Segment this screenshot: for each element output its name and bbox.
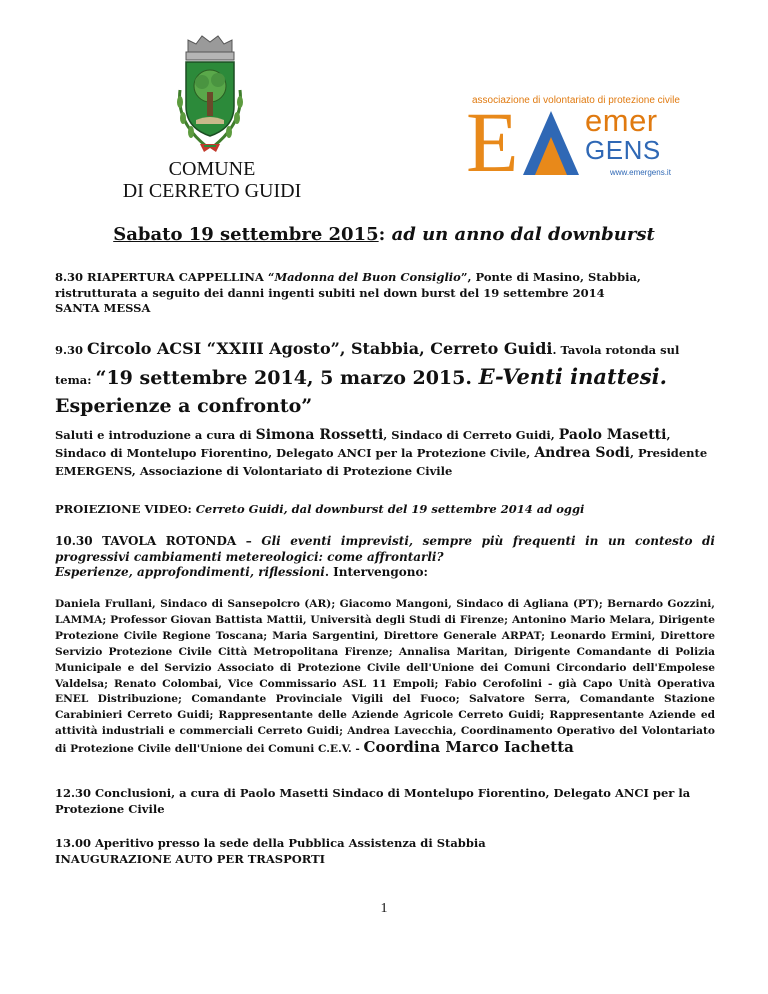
greetings-role-rossetti: , Sindaco di Cerreto Guidi, <box>383 428 559 442</box>
theme-experiences: Esperienze a confronto” <box>55 395 313 417</box>
page-title <box>0 224 768 245</box>
greetings-name-sodi: Andrea Sodi <box>534 445 630 461</box>
event-venue: Circolo ACSI “XXIII Agosto”, Stabbia, Cerreto Guidi <box>87 339 553 358</box>
video-title: Cerreto Guidi, dal downburst del 19 settembre 2014 ad oggi <box>195 502 585 516</box>
video-projection <box>55 502 715 518</box>
aperitivo-line2: INAUGURAZIONE AUTO PER TRASPORTI <box>55 851 326 866</box>
aperitivo-line1: 13.00 Aperitivo presso la sede della Pubblica Assistenza di Stabbia <box>55 836 486 850</box>
logo-word-gens: GENS <box>585 135 661 165</box>
event-chapel-mass: SANTA MESSA <box>55 301 151 315</box>
greetings-name-masetti: Paolo Masetti <box>558 427 667 443</box>
roundtable-heading <box>55 534 715 581</box>
comune-name <box>120 158 304 202</box>
crest-icon <box>166 30 254 158</box>
comune-line2: DI CERRETO GUIDI <box>122 180 302 202</box>
aperitivo <box>55 836 715 867</box>
roundtable-topic: Gli eventi imprevisti, sempre più frequenti in un contesto di progressivi cambiamenti metereologici: come affrontarli? <box>55 534 715 564</box>
event-chapel-name: Madonna del Buon Consiglio <box>274 270 461 284</box>
roundtable-speakers <box>55 597 715 758</box>
logo-url: www.emergens.it <box>610 168 671 177</box>
event-roundtable-intro <box>55 336 715 420</box>
title-subtitle: ad un anno dal downburst <box>391 224 655 245</box>
logo-triangle-icon <box>521 109 581 177</box>
greetings-role-sodi: , Presidente EMERGENS, Associazione di Volontariato di Protezione Civile <box>55 446 708 478</box>
comune-line1: COMUNE <box>168 158 256 180</box>
title-date: Sabato 19 settembre 2015 <box>113 224 379 245</box>
comune-crest <box>166 30 254 158</box>
logo-letter: E <box>466 94 519 190</box>
roundtable-subtopic: Esperienze, approfondimenti, riflessioni <box>55 565 325 579</box>
video-label: PROIEZIONE VIDEO: <box>55 502 196 516</box>
conclusions <box>55 786 715 817</box>
speakers-list: Daniela Frullani, Sindaco di Sansepolcro (AR); Giacomo Mangoni, Sindaco di Agliana (PT); Bernardo Gozzini, LAMMA; Professor Giovan Battista Mattii, Università degli Studi di Firenze; Antonino Mario Melara, Dirigente Protezione Civile Regione Toscana; Maria Sargentini, Direttore Generale ARPAT; Leonardo Ermini, Direttore Servizio Protezione Civile Città Metropolitana Firenze; Annalisa Maritan, Dirigente Comandante di Polizia Municipale e del Servizio Associato di Protezione Civile dell'Unione dei Comuni Circondario dell'Empolese Valdelsa; Renato Colombai, Vice Commissario ASL 11 Empoli; Fabio Cerofolini - già Capo Unità Operativa ENEL Distribuzione; Comandante Provinciale Vigili del Fuoco; Salvatore Serra, Comandante Stazione Carabinieri Cerreto Guidi; Rappresentante delle Aziende Agricole Cerreto Guidi; Rappresentante Aziende ed attività industriali e commerciali Cerreto Guidi; Andrea Lavecchia, Coordinamento Operativo del Volontariato di Protezione Civile dell'Unione dei Comuni C.E.V. - <box>55 598 715 756</box>
greetings-intro: Saluti e introduzione a cura di <box>55 428 256 442</box>
event-chapel-time: 8.30 RIAPERTURA CAPPELLINA “ <box>55 270 275 284</box>
title-colon: : <box>378 224 386 245</box>
roundtable-coordinator: Coordina Marco Iachetta <box>363 738 574 757</box>
logo-tagline: associazione di volontariato di protezione civile <box>472 95 680 106</box>
theme-eventi: E-Venti inattesi. <box>478 364 667 389</box>
page-number: 1 <box>380 901 388 916</box>
event-time-930: 9.30 <box>55 343 84 357</box>
roundtable-speakers-label: . Intervengono: <box>324 565 428 579</box>
greetings-name-rossetti: Simona Rossetti <box>255 427 384 443</box>
event-table-intro: . Tavola rotonda sul tema: <box>55 343 680 387</box>
conclusions-text: 12.30 Conclusioni, a cura di Paolo Masetti Sindaco di Montelupo Fiorentino, Delegato ANCI per la Protezione Civile <box>55 786 691 816</box>
logo-word-emer: emer <box>585 103 658 138</box>
event-chapel-details: ”, Ponte di Masino, Stabbia, ristrutturata a seguito dei danni ingenti subiti nel down burst del 19 settembre 2014 <box>55 270 641 300</box>
greetings-paragraph <box>55 426 715 480</box>
roundtable-label: 10.30 TAVOLA ROTONDA – <box>55 534 262 548</box>
theme-dates: “19 settembre 2014, 5 marzo 2015. <box>95 367 472 389</box>
greetings-role-masetti: , Sindaco di Montelupo Fiorentino, Delegato ANCI per la Protezione Civile, <box>55 428 671 460</box>
event-chapel <box>55 270 715 317</box>
emergens-logo <box>466 94 680 190</box>
